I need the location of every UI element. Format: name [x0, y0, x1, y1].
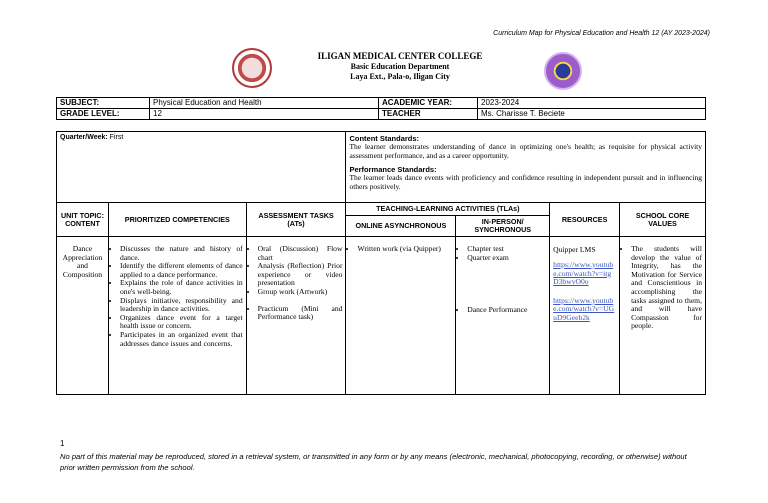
- col-inperson: IN-PERSON/ SYNCHRONOUS: [456, 216, 550, 237]
- performance-standards-title: Performance Standards:: [349, 165, 437, 175]
- assessment-item: • Oral (Discussion) Flow chart: [258, 245, 343, 262]
- competencies-cell: [108, 237, 246, 395]
- inperson-item: • Chapter test: [467, 245, 546, 254]
- assessment-cell: [246, 237, 346, 395]
- competency-item: • Explains the role of dance activities in one's well-being.: [120, 279, 243, 296]
- inperson-item: • Quarter exam: [467, 254, 546, 263]
- subject-label: SUBJECT:: [57, 98, 150, 109]
- competency-item: • Displays initiative, responsibility and leadership in dance activities.: [120, 297, 243, 314]
- inperson-item: • Dance Performance: [467, 306, 546, 315]
- competency-item: • Identify the different elements of dance applied to a dance performance.: [120, 262, 243, 279]
- online-item: • Written work (via Quipper): [357, 245, 452, 254]
- college-seal-logo: [232, 48, 272, 88]
- school-name: ILIGAN MEDICAL CENTER COLLEGE: [317, 51, 483, 61]
- competency-item: • Organizes dance event for a target health issue or concern.: [120, 314, 243, 331]
- document-header-note: Curriculum Map for Physical Education and Health 12 (AY 2023-2024): [493, 30, 710, 37]
- youtube-link-1[interactable]: https://www.youtube.com/watch?v=itgD3bwvO0o: [553, 260, 614, 287]
- col-assessment: ASSESSMENT TASKS (ATs): [246, 203, 346, 237]
- online-cell: [346, 237, 456, 395]
- quarter-week: Quarter/Week: First: [57, 132, 346, 203]
- teacher-value: Ms. Charisse T. Beciete: [478, 109, 706, 120]
- core-values-text: • The students will develop the value of Integrity, has the Motivation for Service and Conscientious in accomplishing the tasks assigned to them, and will have Compassion for people.: [631, 245, 702, 331]
- col-resources: RESOURCES: [550, 203, 620, 237]
- grade-level-value: 12: [150, 109, 379, 120]
- department-logo: [544, 52, 582, 90]
- core-values-cell: [620, 237, 706, 395]
- school-address: Laya Ext., Pala-o, Iligan City: [350, 72, 450, 81]
- inperson-cell: [456, 237, 550, 395]
- resource-title: Quipper LMS: [553, 245, 596, 254]
- col-online: ONLINE ASYNCHRONOUS: [346, 216, 456, 237]
- school-header: [280, 51, 520, 81]
- assessment-item: • Group work (Artwork): [258, 288, 343, 297]
- youtube-link-2[interactable]: https://www.youtube.com/watch?v=UGuD9Geeb2k: [553, 295, 615, 322]
- page-number: 1: [60, 439, 65, 448]
- curriculum-map-table: [56, 131, 706, 395]
- content-standards-text: The learner demonstrates understanding of dance in optimizing one's health; as requisite for physical activity assessment performance, and as a career opportunity.: [349, 142, 702, 160]
- teacher-label: TEACHER: [379, 109, 478, 120]
- competency-item: • Discusses the nature and history of dance.: [120, 245, 243, 262]
- performance-standards-text: The learner leads dance events with proficiency and confidence resulting in independent pursuit and in influencing others positively.: [349, 173, 702, 191]
- standards-cell: [346, 132, 706, 203]
- subject-info-table: [56, 97, 706, 120]
- resources-cell: [550, 237, 620, 395]
- copyright-notice: No part of this material may be reproduced, stored in a retrieval system, or transmitted in any form or by any means (electronic, mechanical, photocopying, recording, or otherwise) without prior written permission from the school.: [60, 452, 687, 472]
- assessment-item: • Analysis (Reflection) Prior experience or video presentation: [258, 262, 343, 288]
- assessment-item: • Practicum (Mini and Performance task): [258, 305, 343, 322]
- col-unit-topic: UNIT TOPIC: CONTENT: [57, 203, 109, 237]
- col-competencies: PRIORITIZED COMPETENCIES: [108, 203, 246, 237]
- content-standards-title: Content Standards:: [349, 134, 420, 143]
- unit-topic-cell: Dance Appreciation and Composition: [57, 237, 109, 395]
- department-name: Basic Education Department: [350, 62, 450, 71]
- col-core-values: SCHOOL CORE VALUES: [620, 203, 706, 237]
- subject-value: Physical Education and Health: [150, 98, 379, 109]
- col-tla: TEACHING-LEARNING ACTIVITIES (TLAs): [346, 203, 550, 216]
- grade-level-label: GRADE LEVEL:: [57, 109, 150, 120]
- academic-year-value: 2023-2024: [478, 98, 706, 109]
- competency-item: • Participates in an organized event that addresses dance issues and concerns.: [120, 331, 243, 348]
- academic-year-label: ACADEMIC YEAR:: [379, 98, 478, 109]
